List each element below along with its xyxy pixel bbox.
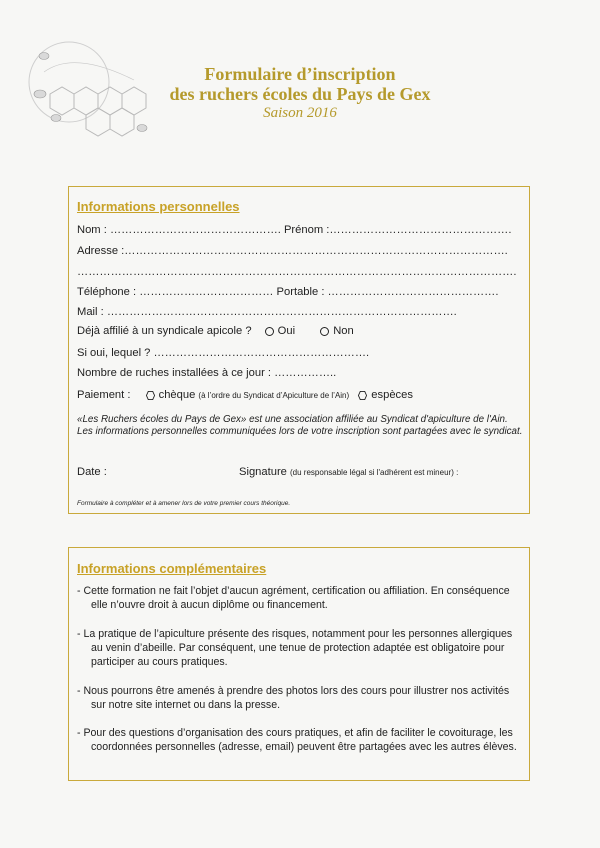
list-item-text: coordonnées personnelles (adresse, email) peuvent être partagées avec les autres élèves. xyxy=(91,741,517,753)
mail-field[interactable]: Mail : …………………………………………………………………………………. xyxy=(77,306,457,318)
personal-info-section xyxy=(68,186,530,514)
personal-info-title: Informations personnelles xyxy=(77,199,240,214)
non-option[interactable] xyxy=(298,325,354,337)
list-item xyxy=(77,726,525,754)
especes-option[interactable] xyxy=(352,389,413,401)
paiement-label: Paiement : xyxy=(77,389,131,401)
list-item xyxy=(77,627,525,669)
signature-label: Signature xyxy=(239,466,287,478)
complementary-info-section xyxy=(68,547,530,781)
especes-label: espèces xyxy=(371,389,413,401)
cheque-option[interactable] xyxy=(134,389,350,401)
radio-circle-icon[interactable] xyxy=(320,327,329,336)
adresse-field[interactable]: Adresse :…………………………………………………………………………………………. xyxy=(77,245,508,257)
list-item-text: sur notre site internet ou dans la presse. xyxy=(91,699,281,711)
cheque-note: (à l’ordre du Syndicat d’Apiculture de l’Ain) xyxy=(198,391,350,400)
list-item xyxy=(77,584,525,612)
list-item-text: elle n’ouvre droit à aucun diplôme ou financement. xyxy=(91,599,328,611)
affiliation-question xyxy=(77,325,354,337)
oui-label: Oui xyxy=(277,325,296,337)
non-label: Non xyxy=(333,325,354,337)
signature-note: (du responsable légal si l'adhérent est mineur) : xyxy=(290,468,459,477)
form-title-line1: Formulaire d’inscription xyxy=(204,64,396,84)
complementary-info-title: Informations complémentaires xyxy=(77,561,267,576)
telephone-portable-field[interactable]: Téléphone : ……………………………… Portable : ………………………………………. xyxy=(77,286,499,298)
affiliation-label: Déjà affilié à un syndicale apicole ? xyxy=(77,325,252,337)
list-item-text: - Pour des questions d’organisation des cours pratiques, et afin de faciliter le covoiturage, les xyxy=(77,727,513,739)
signature-field[interactable] xyxy=(239,466,458,478)
list-item-text: au venin d’abeille. Par conséquent, une tenue de protection adaptée est obligatoire pour participer au cours pratiques. xyxy=(91,642,505,668)
list-item-text: - Nous pourrons être amenés à prendre des photos lors des cours pour illustrer nos activités xyxy=(77,685,510,697)
list-item-text: - Cette formation ne fait l’objet d’aucun agrément, certification ou affiliation. En conséquence xyxy=(77,585,510,597)
lequel-field[interactable]: Si oui, lequel ? …………………………………………………. xyxy=(77,347,370,359)
list-item-text: - La pratique de l’apiculture présente des risques, notamment pour les personnes allergiques xyxy=(77,628,513,640)
hexagon-checkbox-icon[interactable] xyxy=(146,391,155,400)
association-notice: «Les Ruchers écoles du Pays de Gex» est une association affiliée au Syndicat d'apiculture de l'Ain. Les informations personnelles communiquées lors de votre inscription sont partagées avec le syndicat. xyxy=(77,414,523,437)
paiement-row xyxy=(77,389,413,401)
list-item xyxy=(77,684,525,712)
date-field[interactable]: Date : xyxy=(77,466,107,478)
form-title-line2: des ruchers écoles du Pays de Gex xyxy=(169,84,431,104)
ruches-field[interactable]: Nombre de ruches installées à ce jour : …………….. xyxy=(77,367,337,379)
oui-option[interactable] xyxy=(255,325,295,337)
adresse-field-line2[interactable]: ………………………………………………………………………………………………………. xyxy=(77,266,517,278)
nom-prenom-field[interactable]: Nom : ………………………………………. Prénom :…………………………………………. xyxy=(77,224,512,236)
radio-circle-icon[interactable] xyxy=(265,327,274,336)
form-footer-note: Formulaire à compléter et à amener lors de votre premier cours théorique. xyxy=(77,500,291,507)
cheque-label: chèque xyxy=(158,389,196,401)
hexagon-checkbox-icon[interactable] xyxy=(358,391,367,400)
form-season: Saison 2016 xyxy=(263,105,337,121)
